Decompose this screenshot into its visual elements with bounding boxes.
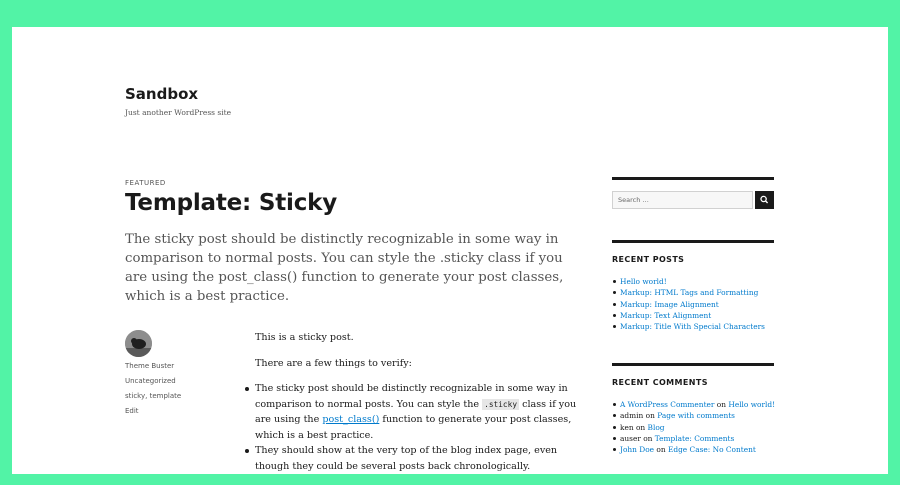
post-title[interactable]: Template: Sticky <box>125 190 338 216</box>
recent-post-link[interactable]: Markup: Image Alignment <box>620 299 719 309</box>
comment-post-link[interactable]: Edge Case: No Content <box>667 445 756 455</box>
author-avatar[interactable] <box>125 330 152 357</box>
recent-post-item <box>612 276 782 287</box>
post-category[interactable]: Uncategorized <box>125 377 176 385</box>
comment-on-text: on <box>643 411 658 421</box>
site-description: Just another WordPress site <box>125 108 232 117</box>
post-class-link[interactable]: post_class() <box>322 414 380 425</box>
comment-post-link[interactable]: Hello world! <box>728 400 776 409</box>
recent-post-item <box>612 299 782 310</box>
search-input[interactable] <box>612 191 753 209</box>
comment-author-link[interactable]: A WordPress Commenter <box>620 400 715 409</box>
site-title[interactable]: Sandbox <box>125 85 199 103</box>
recent-comment-item <box>612 422 782 433</box>
post-author[interactable]: Theme Buster <box>125 362 175 370</box>
recent-posts-list <box>612 276 782 332</box>
comment-on-text: on <box>714 400 729 409</box>
post-tags[interactable]: sticky, template <box>125 392 182 400</box>
recent-post-item <box>612 287 782 298</box>
list-item: They should show at the very top of the blog index page, even though they could be several posts back chronologically. <box>255 443 585 474</box>
list-text: class if you are using the <box>255 398 577 425</box>
comment-author-link[interactable]: John Doe <box>620 445 655 455</box>
recent-comments-list <box>612 399 782 455</box>
content-paragraph: This is a sticky post. <box>255 332 354 343</box>
edit-link[interactable]: Edit <box>125 407 139 415</box>
comment-author: admin <box>620 411 644 421</box>
search-icon <box>755 191 774 209</box>
featured-label: FEATURED <box>125 179 166 187</box>
recent-post-item <box>612 321 782 332</box>
comment-post-link[interactable]: Blog <box>647 422 665 432</box>
widget-divider <box>612 177 774 180</box>
comment-post-link[interactable]: Template: Comments <box>654 433 735 443</box>
recent-post-link[interactable]: Hello world! <box>620 277 667 286</box>
list-item <box>255 381 585 443</box>
list-text: function to generate your post classes, which is a best practice. <box>255 414 572 441</box>
list-text: The sticky post should be distinctly recognizable in some way in comparison to normal posts. You can style the <box>255 383 568 410</box>
avatar-image <box>125 330 152 357</box>
comment-on-text: on <box>633 422 648 432</box>
content-list <box>255 381 585 474</box>
post-excerpt: The sticky post should be distinctly recognizable in some way in comparison to normal posts. You can style the .sticky class if you are using the post_class() function to generate your post classes, which is a best practice. <box>125 232 564 304</box>
search-placeholder: Search … <box>618 196 649 204</box>
content-paragraph: There are a few things to verify: <box>255 357 412 369</box>
recent-comment-item <box>612 399 782 410</box>
widget-divider <box>612 240 774 243</box>
recent-comment-item <box>612 410 782 421</box>
comment-author: ken <box>620 422 634 432</box>
recent-comment-item <box>612 433 782 444</box>
comment-on-text: on <box>654 445 668 455</box>
recent-comments-title: RECENT COMMENTS <box>612 378 708 387</box>
comment-on-text: on <box>640 433 655 443</box>
post-content <box>255 330 585 474</box>
recent-comment-item <box>612 444 782 455</box>
search-button[interactable] <box>755 191 774 209</box>
recent-posts-title: RECENT POSTS <box>612 255 685 264</box>
comment-author: auser <box>620 433 641 443</box>
comment-post-link[interactable]: Page with comments <box>657 411 735 421</box>
code-sticky: .sticky <box>484 399 518 409</box>
recent-post-item <box>612 310 782 321</box>
recent-post-link[interactable]: Markup: Title With Special Characters <box>620 322 765 332</box>
widget-divider <box>612 363 774 366</box>
recent-post-link[interactable]: Markup: Text Alignment <box>620 310 712 320</box>
recent-post-link[interactable]: Markup: HTML Tags and Formatting <box>620 288 759 298</box>
page <box>12 27 888 474</box>
